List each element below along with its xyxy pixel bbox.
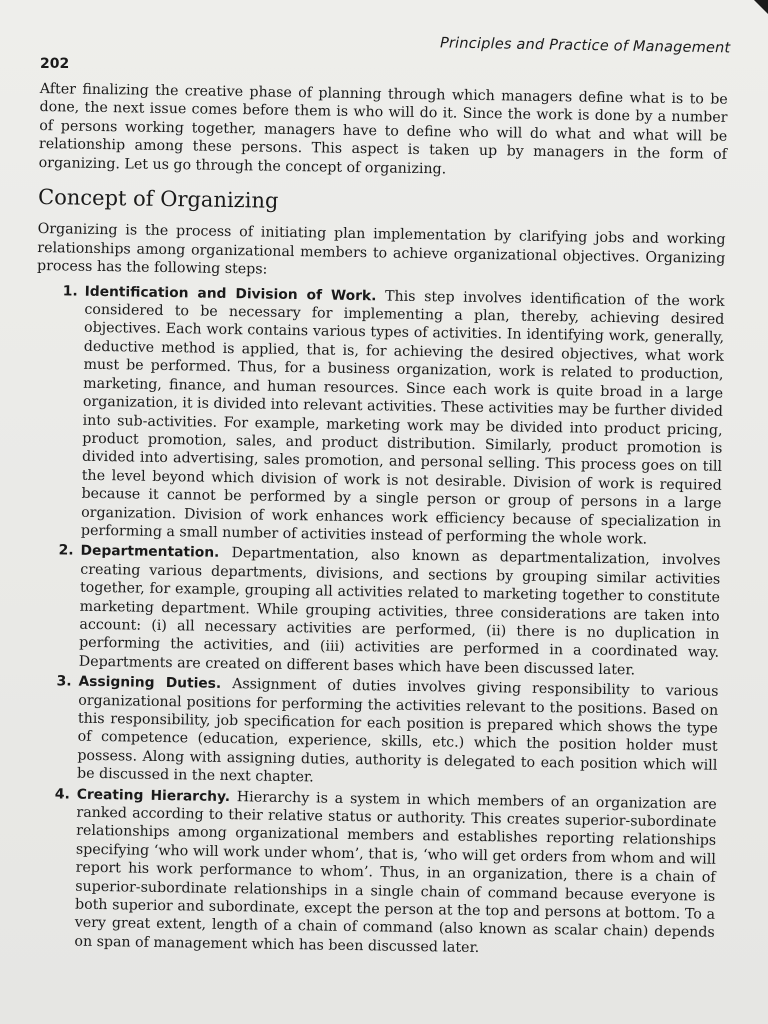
- item-title: Identification and Division of Work.: [84, 283, 377, 304]
- list-item: [31, 541, 721, 681]
- list-item: [26, 785, 717, 961]
- item-number: 2.: [58, 542, 74, 559]
- item-text: Hierarchy is a system in which members of an organization are ranked according to their relative status or authority. This creates superior-subordinate relationships among organizational members and establishes reporting relationships specifying ‘who will work under whom’, that is, ‘who will get orders from whom and will report his work performance to whom’. Thus, in an organization, there is a chain of superior-subordinate relationships in a single chain of command because everyone is both superior and subordinate, except the person at the top and persons at bottom. To a very great extent, length of a chain of command (also known as scalar chain) depends on span of management which has been discussed later.: [74, 788, 717, 956]
- item-number: 3.: [56, 673, 72, 690]
- item-number: 4.: [54, 785, 70, 803]
- steps-list: [26, 282, 724, 961]
- section-heading: Concept of Organizing: [37, 185, 279, 213]
- page-number: 202: [40, 56, 70, 72]
- item-text: Departmentation, also known as departmentalization, involves creating various departments, divisions, and sections by grouping similar activities together, for example, grouping all activities related to marketing together to constitute marketing department. While grouping activities, three considerations are taken into account: (i) all necessary activities are performed, (ii) there is no duplication in performing the activities, and (iii) activities are performed in a coordinated way. Departments are created on different bases which have been discussed later.: [78, 545, 721, 679]
- intro-paragraph: After finalizing the creative phase of planning through which managers define what is to be done, the next issue comes before them is who will do it. Since the work is done by a number of persons working together, managers have to define who will do what and what will be relationship among these persons. This aspect is taken up by managers in the form of organizing. Let us go through the concept of organizing.: [38, 80, 728, 178]
- item-title: Departmentation.: [80, 543, 220, 562]
- item-title: Creating Hierarchy.: [76, 786, 231, 805]
- list-item: [33, 282, 725, 550]
- section-lead-paragraph: Organizing is the process of initiating plan implementation by clarifying jobs and working relationships among organizational members to achieve organizational objectives. Organizing process has the following steps:: [36, 221, 726, 278]
- item-number: 1.: [62, 283, 78, 300]
- page-corner-mark: [754, 0, 768, 14]
- item-title: Assigning Duties.: [78, 673, 222, 693]
- item-text: This step involves identification of the work considered to be necessary for implementing a plan, thereby, achieving desired objectives. Each work contains various types of activities. In identifying work, generally, deductive method is applied, that is, for achieving the desired objectives, what work must be performed. Thus, for a business organization, work is related to production, marketing, finance, and human resources. Since each work is quite broad in a large organization, it is divided into relevant activities. These activities may be further divided into sub-activities. For example, marketing work may be divided into product pricing, product promotion, sales, and product distribution. Similarly, product promotion is divided into advertising, sales promotion, and personal selling. This process goes on till the level beyond which division of work is not desirable. Division of work is required because it cannot be performed by a single person or group of persons in a large organization. Division of work enhances work efficiency because of specialization in performing a small number of activities instead of performing the whole work.: [80, 287, 725, 548]
- list-item: [29, 672, 719, 793]
- item-text: Assignment of duties involves giving responsibility to various organizational positions for performing the activities relevant to the positions. Based on this responsibility, job specification for each position is prepared which shows the type of competence (education, experience, skills, etc.) which the position holder must possess. Along with assigning duties, authority is delegated to each position which will be discussed in the next chapter.: [76, 676, 719, 786]
- running-title: Principles and Practice of Management: [439, 35, 731, 57]
- page-content: [26, 80, 728, 963]
